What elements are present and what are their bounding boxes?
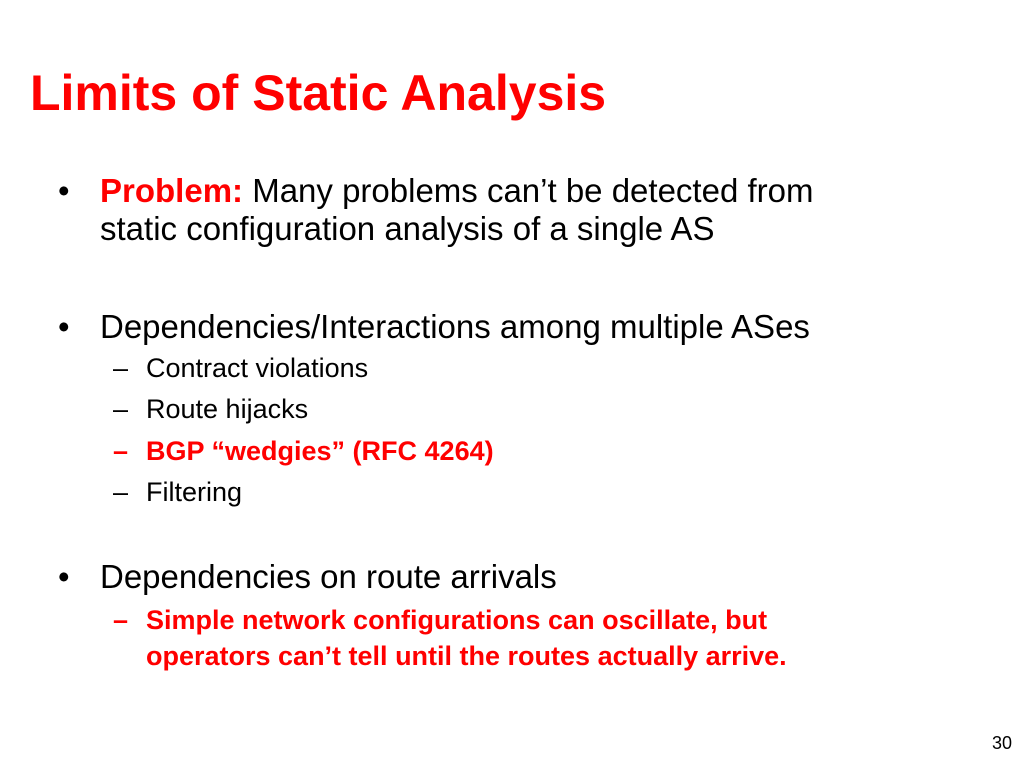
problem-text-line2: static configuration analysis of a single AS <box>100 210 715 247</box>
bullet-marker: • <box>58 308 70 345</box>
bullet-problem <box>58 172 814 210</box>
bullet-marker: • <box>58 558 70 595</box>
subitem-text-line2: operators can’t tell until the routes actually arrive. <box>146 641 787 671</box>
bullet-text: Dependencies on route arrivals <box>100 558 557 595</box>
subitem-bgp-wedgies <box>113 435 494 468</box>
subitem-text: BGP “wedgies” (RFC 4264) <box>146 436 494 466</box>
dash-marker: – <box>113 605 129 635</box>
bullet-route-arrivals <box>58 558 557 596</box>
subitem-filtering <box>113 476 243 509</box>
problem-label: Problem: <box>100 172 244 209</box>
subitem-oscillation-continued <box>146 640 787 673</box>
subitem-text: Contract violations <box>146 353 369 383</box>
subitem-contract-violations <box>113 352 369 385</box>
bullet-problem-continued <box>100 210 715 248</box>
dash-marker: – <box>113 353 129 383</box>
subitem-route-hijacks <box>113 393 309 426</box>
subitem-oscillation <box>113 604 768 637</box>
dash-marker: – <box>113 477 129 507</box>
bullet-dependencies-interactions <box>58 308 810 346</box>
dash-marker: – <box>113 394 129 424</box>
subitem-text: Route hijacks <box>146 394 309 424</box>
slide-title: Limits of Static Analysis <box>30 65 607 121</box>
bullet-text: Dependencies/Interactions among multiple ASes <box>100 308 810 345</box>
bullet-marker: • <box>58 172 70 209</box>
subitem-text: Filtering <box>146 477 243 507</box>
dash-marker: – <box>113 436 129 466</box>
page-number: 30 <box>991 733 1012 753</box>
subitem-text-line1: Simple network configurations can oscillate, but <box>146 605 768 635</box>
problem-text-line1: Many problems can’t be detected from <box>252 172 814 209</box>
